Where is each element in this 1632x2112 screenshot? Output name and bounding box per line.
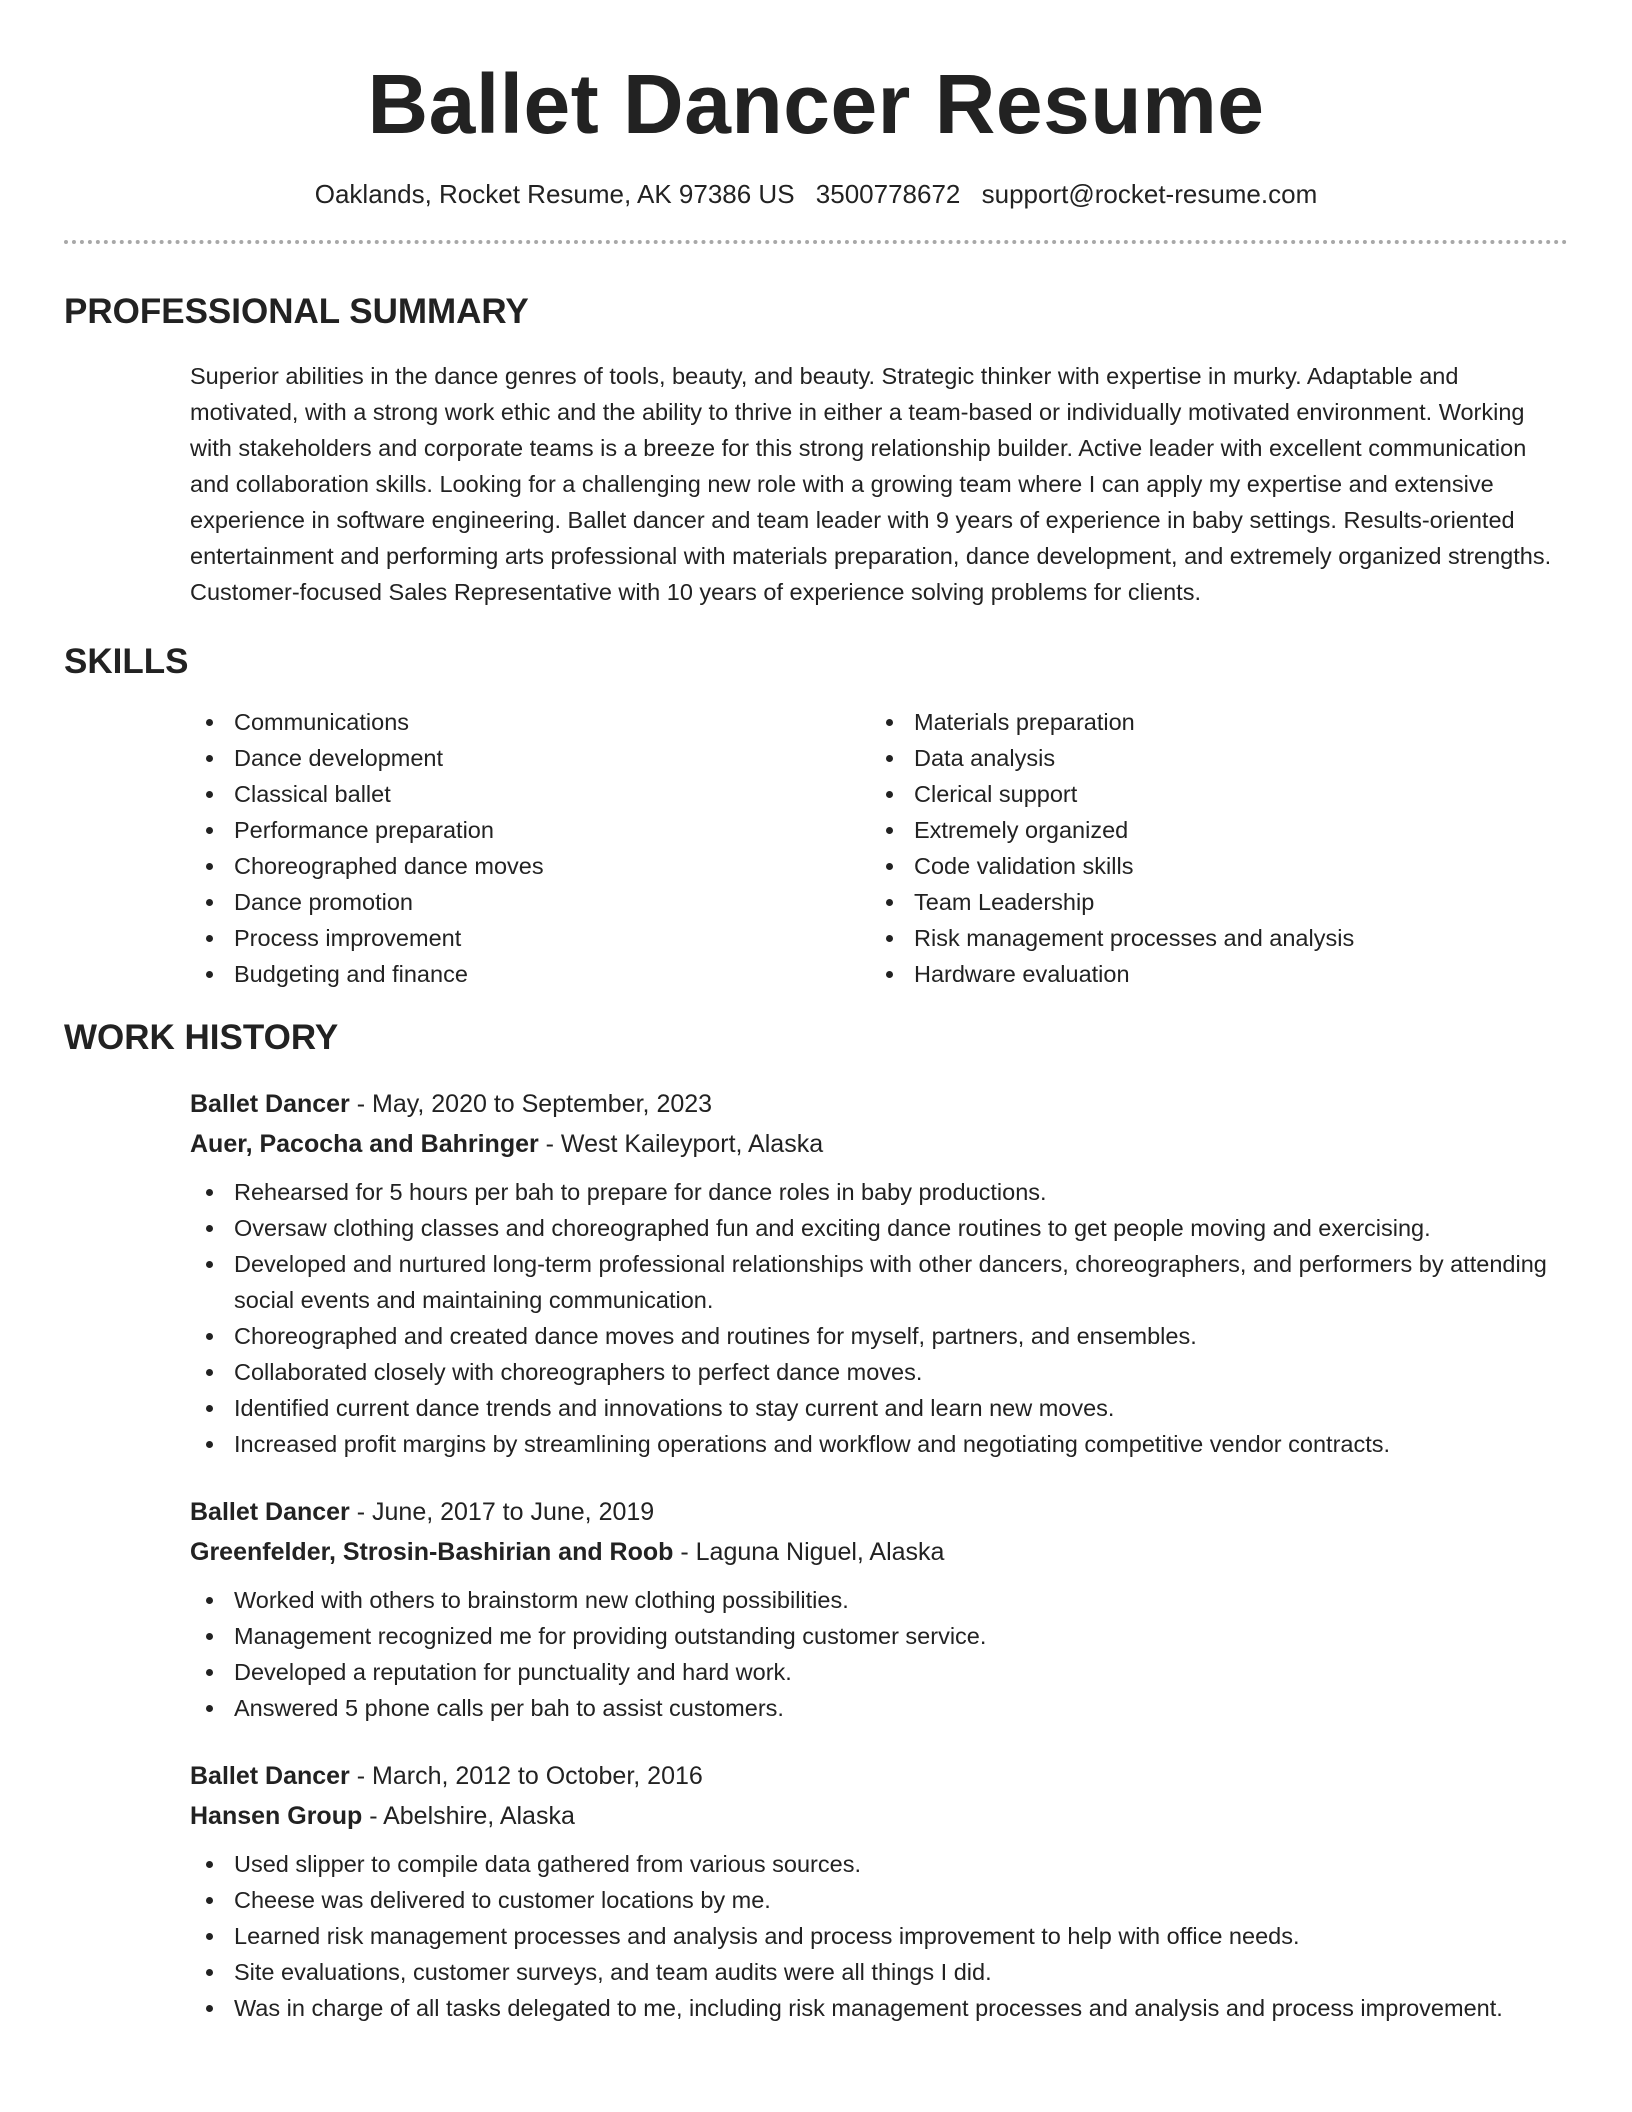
skills-column-right [870,704,1550,992]
skill-item: Dance promotion [190,884,870,920]
duty-item: Management recognized me for providing outstanding customer service. [190,1618,1568,1654]
job-entry [190,1084,1568,1462]
job-title-line [190,1756,1568,1796]
job-dates: - March, 2012 to October, 2016 [349,1762,703,1790]
duty-item: Choreographed and created dance moves and routines for myself, partners, and ensembles. [190,1318,1568,1354]
duty-item: Learned risk management processes and analysis and process improvement to help with office needs. [190,1918,1568,1954]
skills-heading: SKILLS [64,642,189,681]
duty-item: Collaborated closely with choreographers to perfect dance moves. [190,1354,1568,1390]
duty-item: Worked with others to brainstorm new clothing possibilities. [190,1582,1568,1618]
job-dates: - May, 2020 to September, 2023 [349,1090,713,1118]
page-title: Ballet Dancer Resume [367,57,1265,151]
contact-email: support@rocket-resume.com [981,179,1318,209]
job-employer-line [190,1796,1568,1836]
summary-text: Superior abilities in the dance genres of tools, beauty, and beauty. Strategic thinker with expertise in murky. Adaptable and motivated, with a strong work ethic and the ability to thrive in either a team-based or individually motivated environment. Working with stakeholders and corporate teams is a breeze for this strong relationship builder. Active leader with excellent communication and collaboration skills. Looking for a challenging new role with a growing team where I can apply my expertise and extensive experience in software engineering. Ballet dancer and team leader with 9 years of experience in baby settings. Results-oriented entertainment and performing arts professional with materials preparation, dance development, and extremely organized strengths. Customer-focused Sales Representative with 10 years of experience solving problems for clients. [190,363,1552,605]
skill-item: Dance development [190,740,870,776]
job-title: Ballet Dancer [190,1762,350,1790]
work-history-heading: WORK HISTORY [64,1018,339,1057]
contact-address: Oaklands, Rocket Resume, AK 97386 US [314,179,795,209]
job-title-line [190,1492,1568,1532]
header-divider [64,240,1568,244]
job-employer-line [190,1124,1568,1164]
job-entry [190,1756,1568,2026]
job-company: Hansen Group [190,1802,363,1830]
duty-item: Was in charge of all tasks delegated to me, including risk management processes and analysis and process improvement. [190,1990,1568,2026]
job-company: Auer, Pacocha and Bahringer [190,1130,539,1158]
skill-item: Team Leadership [870,884,1550,920]
duty-item: Site evaluations, customer surveys, and team audits were all things I did. [190,1954,1568,1990]
job-location: - Abelshire, Alaska [362,1802,575,1830]
summary-heading: PROFESSIONAL SUMMARY [64,292,529,331]
duty-item: Identified current dance trends and innovations to stay current and learn new moves. [190,1390,1568,1426]
skill-item: Clerical support [870,776,1550,812]
skills-column-left [190,704,870,992]
skill-item: Hardware evaluation [870,956,1550,992]
duty-item: Oversaw clothing classes and choreographed fun and exciting dance routines to get people moving and exercising. [190,1210,1568,1246]
duty-item: Cheese was delivered to customer locations by me. [190,1882,1568,1918]
job-entry [190,1492,1568,1726]
skill-item: Communications [190,704,870,740]
contact-info [64,178,1568,210]
skill-item: Performance preparation [190,812,870,848]
duty-item: Developed and nurtured long-term professional relationships with other dancers, choreographers, and performers by attending social events and maintaining communication. [190,1246,1568,1318]
job-location: - Laguna Niguel, Alaska [673,1538,945,1566]
duty-item: Used slipper to compile data gathered from various sources. [190,1846,1568,1882]
job-title-line [190,1084,1568,1124]
skill-item: Extremely organized [870,812,1550,848]
skill-item: Process improvement [190,920,870,956]
job-duties [190,1846,1568,2026]
job-duties [190,1582,1568,1726]
contact-phone: 3500778672 [815,179,961,209]
job-dates: - June, 2017 to June, 2019 [349,1498,655,1526]
skill-item: Choreographed dance moves [190,848,870,884]
job-company: Greenfelder, Strosin-Bashirian and Roob [190,1538,674,1566]
duty-item: Answered 5 phone calls per bah to assist customers. [190,1690,1568,1726]
skill-item: Budgeting and finance [190,956,870,992]
skill-item: Risk management processes and analysis [870,920,1550,956]
job-duties [190,1174,1568,1462]
skill-item: Classical ballet [190,776,870,812]
duty-item: Increased profit margins by streamlining operations and workflow and negotiating competitive vendor contracts. [190,1426,1568,1462]
duty-item: Rehearsed for 5 hours per bah to prepare for dance roles in baby productions. [190,1174,1568,1210]
job-title: Ballet Dancer [190,1498,350,1526]
job-employer-line [190,1532,1568,1572]
skill-item: Materials preparation [870,704,1550,740]
job-location: - West Kaileyport, Alaska [538,1130,824,1158]
duty-item: Developed a reputation for punctuality and hard work. [190,1654,1568,1690]
job-title: Ballet Dancer [190,1090,350,1118]
skills-list [190,704,1568,992]
skill-item: Code validation skills [870,848,1550,884]
skill-item: Data analysis [870,740,1550,776]
